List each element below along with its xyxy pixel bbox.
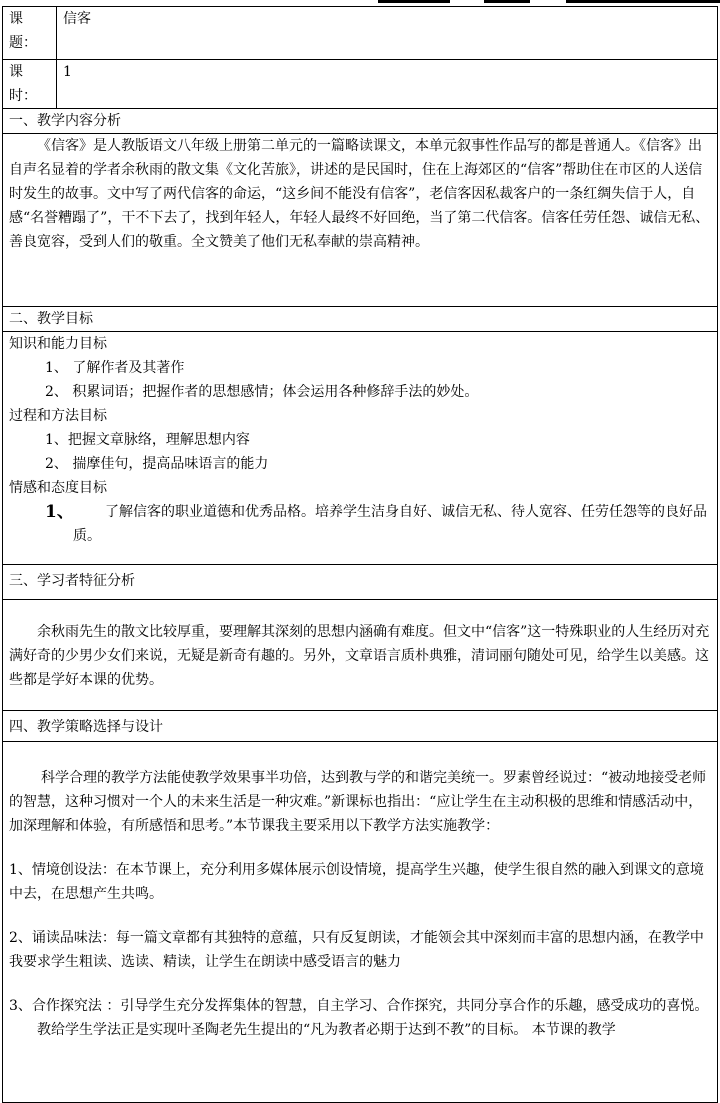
emotion-goal-1-text: 了解信客的职业道德和优秀品格。培养学生洁身自好、诚信无私、待人宽容、任劳任怨等的良好品质。 <box>73 504 707 544</box>
section-1-body: 《信客》是人教版语文八年级上册第二单元的一篇略读课文，本单元叙事性作品写的都是普通人。《信客》出自声名显着的学者余秋雨的散文集《文化苦旅》，讲述的是民国时，住在上海郊区的“信客”帮助住在市区的人送信时发生的故事。文中写了两代信客的命运，“这乡间不能没有信客”，老信客因私裁客户的一条红绸失信于人，自感“名誉糟蹋了”，干不下去了，找到年轻人，年轻人最终不好回绝，当了第二代信客。信客任劳任怨、诚信无私、善良宽容，受到人们的敬重。全文赞美了他们无私奉献的崇高精神。 <box>9 138 710 250</box>
hours-row <box>3 60 718 109</box>
method-2: 2、诵读品味法：每一篇文章都有其独特的意蕴，只有反复朗读，才能领会其中深刻而丰富的思想内涵，在教学中我要求学生粗读、选读、精读，让学生在朗读中感受语言的魅力 <box>9 930 704 970</box>
knowledge-goal-2: 2、 积累词语；把握作者的思想感情；体会运用各种修辞手法的妙处。 <box>45 384 479 400</box>
section-2-body-row <box>3 332 718 565</box>
title-label: 课题： <box>3 7 57 60</box>
section-4-body-row <box>3 742 718 1103</box>
title-row <box>3 7 718 60</box>
process-goal-2: 2、 揣摩佳句，提高品味语言的能力 <box>45 456 269 472</box>
section-3-heading-row <box>3 565 718 600</box>
title-value: 信客 <box>57 7 718 60</box>
section-2-heading-row <box>3 307 718 332</box>
top-rule-left <box>378 0 450 3</box>
section-4-heading-row <box>3 711 718 742</box>
method-1: 1、情境创设法：在本节课上，充分利用多媒体展示创设情境，提高学生兴趣，使学生很自然的融入到课文的意境中去，在思想产生共鸣。 <box>9 862 704 902</box>
section-3-body-row <box>3 600 718 711</box>
section-2-heading: 二、教学目标 <box>3 307 718 332</box>
knowledge-goal-1: 1、 了解作者及其著作 <box>45 360 185 376</box>
knowledge-goals-title: 知识和能力目标 <box>9 336 107 352</box>
lesson-plan-table <box>2 6 718 1103</box>
section-1-heading-row <box>3 109 718 134</box>
section-4-last-line: 教给学生学法正是实现叶圣陶老先生提出的“凡为教者必期于达到不教”的目标。 本节课的教学 <box>37 1022 616 1038</box>
top-rule-right <box>566 0 720 3</box>
section-4-intro: 科学合理的教学方法能使教学效果事半功倍，达到教与学的和谐完美统一。罗素曾经说过：“被动地接受老师的智慧，这种习惯对一个人的未来生活是一种灾难。”新课标也指出：“应让学生在主动积极的思维和情感活动中，加深理解和体验，有所感悟和思考。”本节课我主要采用以下教学方法实施教学： <box>9 770 707 834</box>
emotion-goal-1-number: 1、 <box>45 502 74 522</box>
section-1-body-row <box>3 134 718 307</box>
hours-label: 课时： <box>3 60 57 109</box>
top-rule-middle <box>484 0 530 3</box>
section-4-heading: 四、教学策略选择与设计 <box>3 711 718 742</box>
emotion-goals-title: 情感和态度目标 <box>9 480 107 496</box>
emotion-goal-1 <box>9 500 711 548</box>
method-3: 3、合作探究法 ：引导学生充分发挥集体的智慧，自主学习、合作探究，共同分享合作的乐趣，感受成功的喜悦。 <box>9 998 709 1014</box>
section-3-body: 余秋雨先生的散文比较厚重，要理解其深刻的思想内涵确有难度。但文中“信客”这一特殊职业的人生经历对充满好奇的少男少女们来说，无疑是新奇有趣的。另外，文章语言质朴典雅，清词丽句随处可见，给学生以美感。这些都是学好本课的优势。 <box>9 624 710 688</box>
process-goals-title: 过程和方法目标 <box>9 408 107 424</box>
section-3-heading: 三、学习者特征分析 <box>3 565 718 600</box>
hours-value: 1 <box>57 60 718 109</box>
process-goal-1: 1、把握文章脉络，理解思想内容 <box>45 432 250 448</box>
section-1-heading: 一、教学内容分析 <box>3 109 718 134</box>
